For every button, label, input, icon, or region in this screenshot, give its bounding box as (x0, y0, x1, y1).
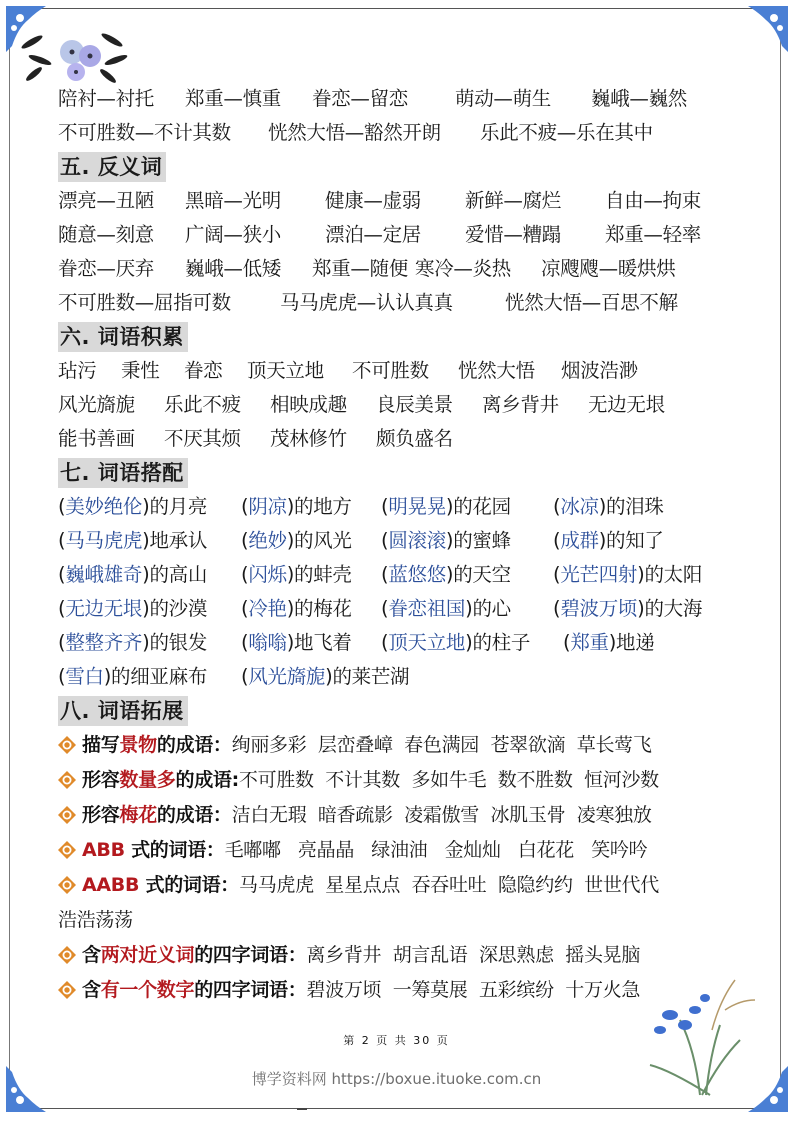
word-pair: 眷恋—厌弃 (58, 257, 155, 280)
idiom-list: 不可胜数 不计其数 多如牛毛 数不胜数 恒河沙数 (238, 769, 659, 791)
word-pair: 随意—刻意 (58, 223, 155, 246)
fill-word: 美妙绝伦 (65, 495, 143, 518)
fill-word: 雪白 (65, 665, 104, 688)
extension-item: 描写景物的成语：绚丽多彩 层峦叠嶂 春色满园 苍翠欲滴 草长莺飞 (58, 728, 758, 763)
word-pair: 自由—拘束 (605, 189, 702, 212)
extension-item: AABB 式的词语：马马虎虎 星星点点 吞吞吐吐 隐隐约约 世世代代 (58, 868, 758, 903)
page-indicator: 第 2 页 共 30 页 (343, 1034, 450, 1047)
collocation-phrase: (光芒四射)的太阳 (553, 563, 703, 586)
fill-word: 郑重 (570, 631, 609, 654)
word-pair: 健康—虚弱 (325, 189, 422, 212)
fill-word: 顶天立地 (388, 631, 466, 654)
word-pair: 陪衬—衬托 (58, 87, 155, 110)
section-heading-collocation: 七. 词语搭配 (58, 458, 188, 488)
extension-item: 含两对近义词的四字词语：离乡背井 胡言乱语 深思熟虑 摇头晃脑 (58, 938, 758, 973)
vocab-word: 颇负盛名 (376, 427, 453, 450)
highlight-keyword: 数量多 (119, 769, 176, 791)
word-pair: 新鲜—腐烂 (465, 189, 562, 212)
collocation-phrase: (巍峨雄奇)的高山 (58, 563, 208, 586)
collocation-phrase: (郑重)地递 (563, 631, 655, 654)
collocation-phrase: (阴凉)的地方 (241, 495, 352, 518)
flower-decoration-icon (12, 12, 137, 87)
collocation-phrase: (蓝悠悠)的天空 (381, 563, 511, 586)
fill-word: 风光旖旎 (248, 665, 326, 688)
collocation-phrase: (圆滚滚)的蜜蜂 (381, 529, 511, 552)
collocation-row (58, 626, 758, 660)
fill-word: 绝妙 (248, 529, 287, 552)
collocation-row (58, 660, 758, 694)
target-bullet-icon (58, 841, 76, 859)
collocation-row (58, 558, 758, 592)
collocation-phrase: (冰凉)的泪珠 (553, 495, 664, 518)
footer-dash (297, 1108, 307, 1110)
cloud-corner-top-right-icon (742, 6, 788, 52)
collocation-phrase: (整整齐齐)的银发 (58, 631, 208, 654)
fill-word: 闪烁 (248, 563, 287, 586)
fill-word: 阴凉 (248, 495, 287, 518)
vocab-word: 不可胜数 (352, 359, 429, 382)
vocab-word: 离乡背井 (482, 393, 559, 416)
word-pair: 不可胜数—不计其数 (58, 121, 231, 144)
collocation-phrase: (马马虎虎)地承认 (58, 529, 208, 552)
word-pair: 郑重—随便 (312, 257, 409, 280)
collocation-phrase: (成群)的知了 (553, 529, 664, 552)
fill-word: 嗡嗡 (248, 631, 287, 654)
target-bullet-icon (58, 771, 76, 789)
section-heading-extension: 八. 词语拓展 (58, 696, 188, 726)
word-pair: 巍峨—低矮 (185, 257, 282, 280)
extension-item: 形容数量多的成语:不可胜数 不计其数 多如牛毛 数不胜数 恒河沙数 (58, 763, 758, 798)
idiom-list: 绚丽多彩 层峦叠嶂 春色满园 苍翠欲滴 草长莺飞 (231, 734, 652, 756)
vocab-word: 风光旖旎 (58, 393, 135, 416)
word-pair: 不可胜数—屈指可数 (58, 291, 231, 314)
target-bullet-icon (58, 946, 76, 964)
word-pair: 广阔—狭小 (185, 223, 282, 246)
collocation-phrase: (雪白)的细亚麻布 (58, 665, 208, 688)
vocab-word: 恍然大悟 (458, 359, 535, 382)
section-heading-accumulation: 六. 词语积累 (58, 322, 188, 352)
word-pair: 郑重—慎重 (185, 87, 282, 110)
fill-word: 蓝悠悠 (388, 563, 446, 586)
vocab-word: 顶天立地 (247, 359, 324, 382)
idiom-list: 碧波万顷 一筹莫展 五彩缤纷 十万火急 (306, 979, 641, 1001)
idiom-list: 浩浩荡荡 (58, 909, 133, 931)
highlight-keyword: 景物 (119, 734, 157, 756)
section-heading-antonyms: 五. 反义词 (58, 152, 166, 182)
word-pair: 郑重—轻率 (605, 223, 702, 246)
fill-word: 整整齐齐 (65, 631, 143, 654)
page-border-top (10, 8, 782, 9)
fill-word: 巍峨雄奇 (65, 563, 143, 586)
collocation-row (58, 490, 758, 524)
vocab-word: 眷恋 (184, 359, 223, 382)
word-pair: 恍然大悟—百思不解 (505, 291, 678, 314)
fill-word: 马马虎虎 (65, 529, 143, 552)
collocation-phrase: (闪烁)的蚌壳 (241, 563, 352, 586)
antonym-row (58, 184, 758, 218)
collocation-phrase: (风光旖旎)的莱芒湖 (241, 665, 410, 688)
fill-word: 圆滚滚 (388, 529, 446, 552)
document-body (58, 82, 758, 1008)
word-pair: 恍然大悟—豁然开朗 (268, 121, 441, 144)
extension-item: 含有一个数字的四字词语：碧波万顷 一筹莫展 五彩缤纷 十万火急 (58, 973, 758, 1008)
fill-word: 碧波万顷 (560, 597, 638, 620)
vocab-word: 茂林修竹 (270, 427, 347, 450)
vocab-word: 秉性 (121, 359, 160, 382)
fill-word: 冰凉 (560, 495, 599, 518)
collocation-phrase: (眷恋祖国)的心 (381, 597, 511, 620)
collocation-phrase: (嗡嗡)地飞着 (241, 631, 352, 654)
extension-item: ABB 式的词语：毛嘟嘟 亮晶晶 绿油油 金灿灿 白花花 笑吟吟 (58, 833, 758, 868)
fill-word: 明晃晃 (388, 495, 446, 518)
word-pair: 漂亮—丑陋 (58, 189, 155, 212)
word-pair: 寒冷—炎热 (415, 257, 512, 280)
word-pair: 凉飕飕—暖烘烘 (541, 257, 676, 280)
extension-continuation (58, 903, 758, 938)
vocab-word: 良辰美景 (376, 393, 453, 416)
highlight-keyword: AABB (82, 874, 140, 896)
target-bullet-icon (58, 981, 76, 999)
target-bullet-icon (58, 736, 76, 754)
fill-word: 无边无垠 (65, 597, 143, 620)
vocab-word: 能书善画 (58, 427, 135, 450)
antonym-row (58, 286, 758, 320)
collocation-phrase: (绝妙)的风光 (241, 529, 352, 552)
collocation-row (58, 524, 758, 558)
vocab-word: 烟波浩渺 (561, 359, 638, 382)
collocation-phrase: (顶天立地)的柱子 (381, 631, 531, 654)
fill-word: 光芒四射 (560, 563, 638, 586)
fill-word: 成群 (560, 529, 599, 552)
word-pair: 黑暗—光明 (185, 189, 282, 212)
vocab-row (58, 354, 758, 388)
collocation-phrase: (冷艳)的梅花 (241, 597, 352, 620)
target-bullet-icon (58, 876, 76, 894)
vocab-word: 不厌其烦 (164, 427, 241, 450)
extension-item: 形容梅花的成语：洁白无瑕 暗香疏影 凌霜傲雪 冰肌玉骨 凌寒独放 (58, 798, 758, 833)
page-border-left (9, 8, 10, 1108)
highlight-keyword: 梅花 (119, 804, 157, 826)
vocab-word: 乐此不疲 (164, 393, 241, 416)
idiom-list: 离乡背井 胡言乱语 深思熟虑 摇头晃脑 (306, 944, 641, 966)
vocab-row (58, 422, 758, 456)
collocation-row (58, 592, 758, 626)
fill-word: 眷恋祖国 (388, 597, 466, 620)
synonym-row (58, 116, 758, 150)
target-bullet-icon (58, 806, 76, 824)
highlight-keyword: ABB (82, 839, 125, 861)
collocation-phrase: (明晃晃)的花园 (381, 495, 511, 518)
watermark-link[interactable]: 博学资料网 https://boxue.ituoke.com.cn (251, 1070, 542, 1088)
page-border-right (780, 8, 781, 1108)
idiom-list: 马马虎虎 星星点点 吞吞吐吐 隐隐约约 世世代代 (239, 874, 659, 896)
word-pair: 漂泊—定居 (325, 223, 422, 246)
collocation-phrase: (无边无垠)的沙漠 (58, 597, 208, 620)
idiom-list: 洁白无瑕 暗香疏影 凌霜傲雪 冰肌玉骨 凌寒独放 (231, 804, 652, 826)
word-pair: 马马虎虎—认认真真 (280, 291, 453, 314)
vocab-word: 玷污 (58, 359, 97, 382)
highlight-keyword: 两对近义词 (100, 944, 195, 966)
fill-word: 冷艳 (248, 597, 287, 620)
word-pair: 萌动—萌生 (455, 87, 552, 110)
word-pair: 眷恋—留恋 (312, 87, 409, 110)
vocab-word: 无边无垠 (588, 393, 665, 416)
word-pair: 巍峨—巍然 (591, 87, 688, 110)
synonym-row (58, 82, 758, 116)
antonym-row (58, 218, 758, 252)
word-pair: 爱惜—糟蹋 (465, 223, 562, 246)
antonym-row (58, 252, 758, 286)
vocab-row (58, 388, 758, 422)
collocation-phrase: (美妙绝伦)的月亮 (58, 495, 208, 518)
word-pair: 乐此不疲—乐在其中 (480, 121, 653, 144)
highlight-keyword: 有一个数字 (100, 979, 195, 1001)
idiom-list: 毛嘟嘟 亮晶晶 绿油油 金灿灿 白花花 笑吟吟 (224, 839, 648, 861)
collocation-phrase: (碧波万顷)的大海 (553, 597, 703, 620)
page-border-bottom (10, 1108, 782, 1109)
vocab-word: 相映成趣 (270, 393, 347, 416)
